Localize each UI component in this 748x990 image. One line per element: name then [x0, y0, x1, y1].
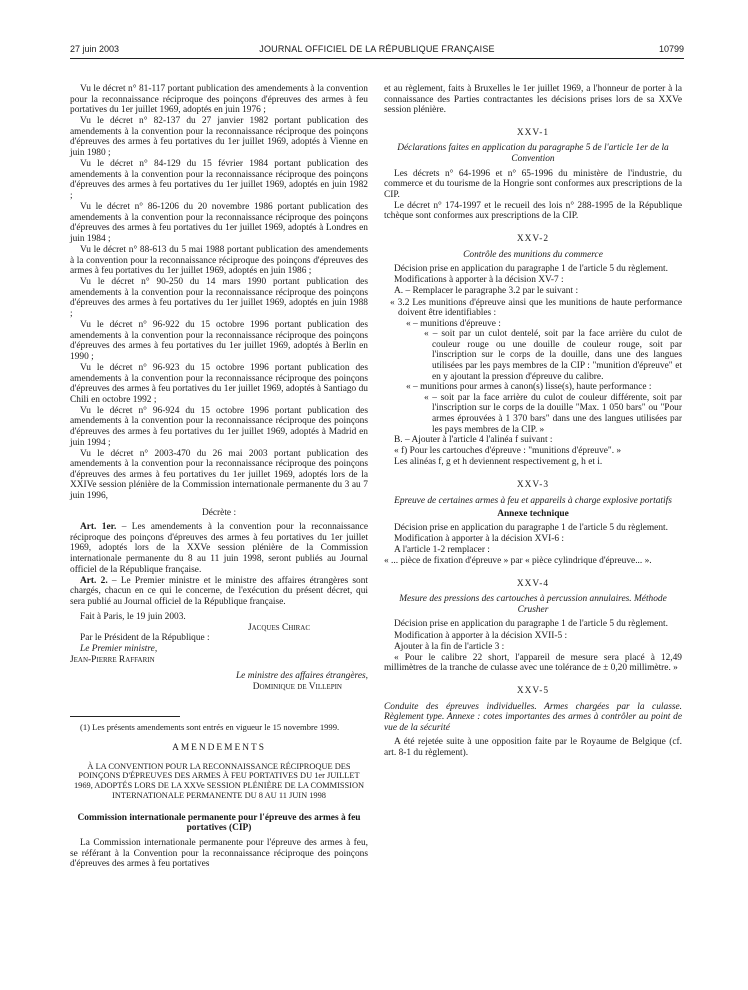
- visa-item: Vu le décret n° 2003-470 du 26 mai 2003 portant publication des amendements à la convention pour la reconnaissance réciproque des poinçons d'épreuves des armes à feu portatives du 1er juillet 1969, adoptés lors de la XXIVe session plénière de la Commission internationale permanente du 3 au 7 juin 1996,: [70, 448, 368, 502]
- visa-item: Vu le décret n° 82-137 du 27 janvier 1982 portant publication des amendements à la convention pour la reconnaissance réciproque des poinçons d'épreuves des armes à feu portatives du 1er juillet 1969, adoptés à Vienne en juin 1980 ;: [70, 116, 368, 159]
- section-xxv-4-number: XXV-4: [516, 578, 550, 589]
- section-xxv-2-renumbering: Les alinéas f, g et h deviennent respectivement g, h et i.: [394, 457, 603, 468]
- header-journal-title: JOURNAL OFFICIEL DE LA RÉPUBLIQUE FRANÇAISE: [259, 44, 495, 54]
- visa-item: Vu le décret n° 96-922 du 15 octobre 1996 portant publication des amendements à la convention pour la reconnaissance réciproque des poinçons d'épreuves des armes à feu portatives du 1er juillet 1969, adoptés à Berlin en 1990 ;: [70, 320, 368, 362]
- section-xxv-5-paragraph: A été rejetée suite à une opposition faite par le Royaume de Belgique (cf. art. 8-1 du règlement).: [384, 737, 682, 758]
- visa-item: Vu le décret n° 88-613 du 5 mai 1988 portant publication des amendements à la convention pour la reconnaissance réciproque des poinçons d'épreuves des armes à feu portatives du 1er juillet 1969, adoptés en juin 1986 ;: [70, 244, 368, 277]
- section-xxv-5-number: XXV-5: [516, 685, 550, 696]
- premier-ministre-title: Le Premier ministre,: [80, 644, 158, 655]
- article-1-text: – Les amendements à la convention pour la reconnaissance réciproque des poinçons d'épreuves des armes à feu portatives du 1er juillet 1969, adoptés lors de la XXVe session plénière de la Commission internationale permanente du 8 au 11 juin 1998, seront publiés au Journal officiel de la République française.: [70, 522, 368, 575]
- visa-list: [70, 84, 368, 502]
- section-xxv-2-alinea-f: « f) Pour les cartouches d'épreuve : "munitions d'épreuve". »: [394, 446, 622, 457]
- section-xxv-2-munitions-canon-detail: « – soit par la face arrière du culot de couleur différente, soit par l'inscription sur le corps de la douille "Max. 1 050 bars" ou "Pour armes éprouvées à 1 370 bars" dans une des langues utilisées par les pays membres de la CIP. »: [424, 392, 682, 435]
- section-xxv-2-paragraph: Décision prise en application du paragraphe 1 de l'article 5 du règlement.: [394, 264, 668, 275]
- article-1: [70, 522, 368, 575]
- section-xxv-4-paragraph: « Pour le calibre 22 short, l'appareil de mesure sera placé à 12,49 millimètres de la tranche de culasse avec une tolérance de ± 0,20 millimètre. »: [384, 652, 682, 674]
- cip-paragraph: La Commission internationale permanente pour l'épreuve des armes à feu, se référant à la Convention pour la reconnaissance réciproque des poinçons d'épreuves des armes à feu portatives: [70, 837, 368, 870]
- decrete-heading: Décrète :: [201, 507, 237, 518]
- section-xxv-1-paragraph: Les décrets n° 64-1996 et n° 65-1996 du ministère de l'industrie, du commerce et du tourisme de la Hongrie sont conformes aux prescriptions de la CIP.: [384, 168, 682, 200]
- article-2: [70, 576, 368, 608]
- section-xxv-3-paragraph: A l'article 1-2 remplacer :: [394, 544, 490, 555]
- section-xxv-4-paragraph: Ajouter à la fin de l'article 3 :: [394, 641, 505, 652]
- header-date: 27 juin 2003: [70, 44, 120, 54]
- section-xxv-2-item-a: A. – Remplacer le paragraphe 3.2 par le suivant :: [394, 286, 579, 297]
- amendements-subtitle: À LA CONVENTION POUR LA RECONNAISSANCE RÉCIPROQUE DES POINÇONS D'ÉPREUVES DES ARMES À FEU PORTATIVES DU 1er JUILLET 1969, ADOPTÉS LORS DE LA XXVe SESSION PLÉNIÈRE DE LA COMMISSION INTERNATIONALE PERMANENTE DU 8 AU 11 JUIN 1998: [73, 761, 365, 800]
- section-xxv-5-title: Conduite des épreuves individuelles. Armes chargées par la culasse. Règlement type. Annexe : cotes importantes des armes à contrôler au point de vue de la sécurité: [384, 701, 682, 733]
- section-xxv-3-annex: Annexe technique: [497, 509, 569, 520]
- visa-item: Vu le décret n° 84-129 du 15 février 1984 portant publication des amendements à la convention pour la reconnaissance réciproque des poinçons d'épreuves des armes à feu portatives du 1er juillet 1969, adoptés en juin 1982 ;: [70, 159, 368, 201]
- section-xxv-3-paragraph: Décision prise en application du paragraphe 1 de l'article 5 du règlement.: [394, 522, 668, 533]
- section-xxv-2-item-b: B. – Ajouter à l'article 4 l'alinéa f suivant :: [394, 435, 553, 446]
- amendements-title: AMENDEMENTS: [172, 742, 266, 753]
- header-page-number: 10799: [658, 44, 684, 54]
- visa-item: Vu le décret n° 96-923 du 15 octobre 1996 portant publication des amendements à la convention pour la reconnaissance réciproque des poinçons d'épreuves des armes à feu portatives du 1er juillet 1969, adoptés à Santiago du Chili en octobre 1992 ;: [70, 362, 368, 405]
- section-xxv-2-number: XXV-2: [516, 234, 550, 245]
- section-xxv-3-paragraph: Modification à apporter à la décision XVI-6 :: [394, 533, 564, 544]
- section-xxv-3-paragraph: « ... pièce de fixation d'épreuve » par « pièce cylindrique d'épreuve... ».: [384, 556, 652, 567]
- intro-paragraph: et au règlement, faits à Bruxelles le 1er juillet 1969, a l'honneur de porter à la connaissance des Parties contractantes les décisions prises lors de sa XXVe session plénière.: [384, 84, 682, 116]
- par-le-president: Par le Président de la République :: [80, 633, 210, 644]
- section-xxv-2-paragraph: Modifications à apporter à la décision XV-7 :: [394, 275, 564, 286]
- premier-ministre-name: Jean-Pierre Raffarin: [70, 655, 155, 666]
- section-xxv-2-title: Contrôle des munitions du commerce: [463, 249, 603, 260]
- article-1-label: Art. 1er.: [80, 522, 117, 533]
- section-xxv-4-paragraph: Décision prise en application du paragraphe 1 de l'article 5 du règlement.: [394, 619, 668, 630]
- section-xxv-2-munitions-epreuve-detail: « – soit par un culot dentelé, soit par la face arrière du culot de couleur rouge ou une douille de couleur rouge, soit par l'inscription sur le corps de la douille, dans une des langues utilisées par les pays membres de la CIP : "munition d'épreuve" et en y ajoutant la pression d'épreuve du calibre.: [424, 329, 682, 382]
- visa-item: Vu le décret n° 86-1206 du 20 novembre 1986 portant publication des amendements à la convention pour la reconnaissance réciproque des poinçons d'épreuves des armes à feu portatives du 1er juillet 1969, adoptés à Londres en juin 1984 ;: [70, 202, 368, 244]
- right-column: [384, 84, 682, 759]
- section-xxv-1-title: Déclarations faites en application du paragraphe 5 de l'article 1er de la Convention: [397, 143, 669, 164]
- article-2-label: Art. 2.: [80, 575, 108, 586]
- section-xxv-3-number: XXV-3: [516, 480, 550, 490]
- section-xxv-1-paragraph: Le décret n° 174-1997 et le recueil des lois n° 288-1995 de la République tchèque sont conformes aux prescriptions de la CIP.: [384, 200, 682, 222]
- header-rule: [70, 58, 684, 59]
- ministre-affaires-etrangeres-title: Le ministre des affaires étrangères,: [235, 670, 368, 681]
- footnote-rule: [70, 716, 180, 717]
- footnote: (1) Les présents amendements sont entrés en vigueur le 15 novembre 1999.: [80, 722, 340, 733]
- section-xxv-3-title: Epreuve de certaines armes à feu et appareils à charge explosive portatifs: [394, 495, 672, 506]
- section-xxv-2-para-3-2: « 3.2 Les munitions d'épreuve ainsi que les munitions de haute performance doivent être identifiables :: [390, 297, 682, 319]
- section-xxv-1-number: XXV-1: [516, 127, 550, 138]
- visa-item: Vu le décret n° 81-117 portant publication des amendements à la convention pour la reconnaissance réciproque des poinçons d'épreuves des armes à feu portatives du 1er juillet 1969, adoptés en juin 1976 ;: [70, 84, 368, 116]
- cip-heading: Commission internationale permanente pour l'épreuve des armes à feu portatives (CIP): [77, 812, 361, 834]
- signer-president: Jacques Chirac: [247, 622, 310, 633]
- visa-item: Vu le décret n° 90-250 du 14 mars 1990 portant publication des amendements à la convention pour la reconnaissance réciproque des poinçons d'épreuves des armes à feu portatives du 1er juillet 1969, adoptés en juin 1988 ;: [70, 277, 368, 319]
- article-2-text: – Le Premier ministre et le ministre des affaires étrangères sont chargés, chacun en ce qui le concerne, de l'exécution du présent décret, qui sera publié au Journal officiel de la République française.: [70, 575, 369, 607]
- section-xxv-2-munitions-epreuve: « – munitions d'épreuve :: [406, 318, 501, 329]
- visa-item: Vu le décret n° 96-924 du 15 octobre 1996 portant publication des amendements à la convention pour la reconnaissance réciproque des poinçons d'épreuves des armes à feu portatives du 1er juillet 1969, adoptés à Madrid en juin 1994 ;: [70, 405, 368, 448]
- section-xxv-2-munitions-canon: « – munitions pour armes à canon(s) lisse(s), haute performance :: [406, 382, 652, 393]
- section-xxv-4-title: Mesure des pressions des cartouches à percussion annulaires. Méthode Crusher: [399, 594, 667, 615]
- section-xxv-4-paragraph: Modification à apporter à la décision XVII-5 :: [394, 630, 568, 641]
- fait-a-paris: Fait à Paris, le 19 juin 2003.: [80, 611, 186, 622]
- left-column: [70, 84, 368, 870]
- ministre-affaires-etrangeres-name: Dominique de Villepin: [252, 681, 342, 692]
